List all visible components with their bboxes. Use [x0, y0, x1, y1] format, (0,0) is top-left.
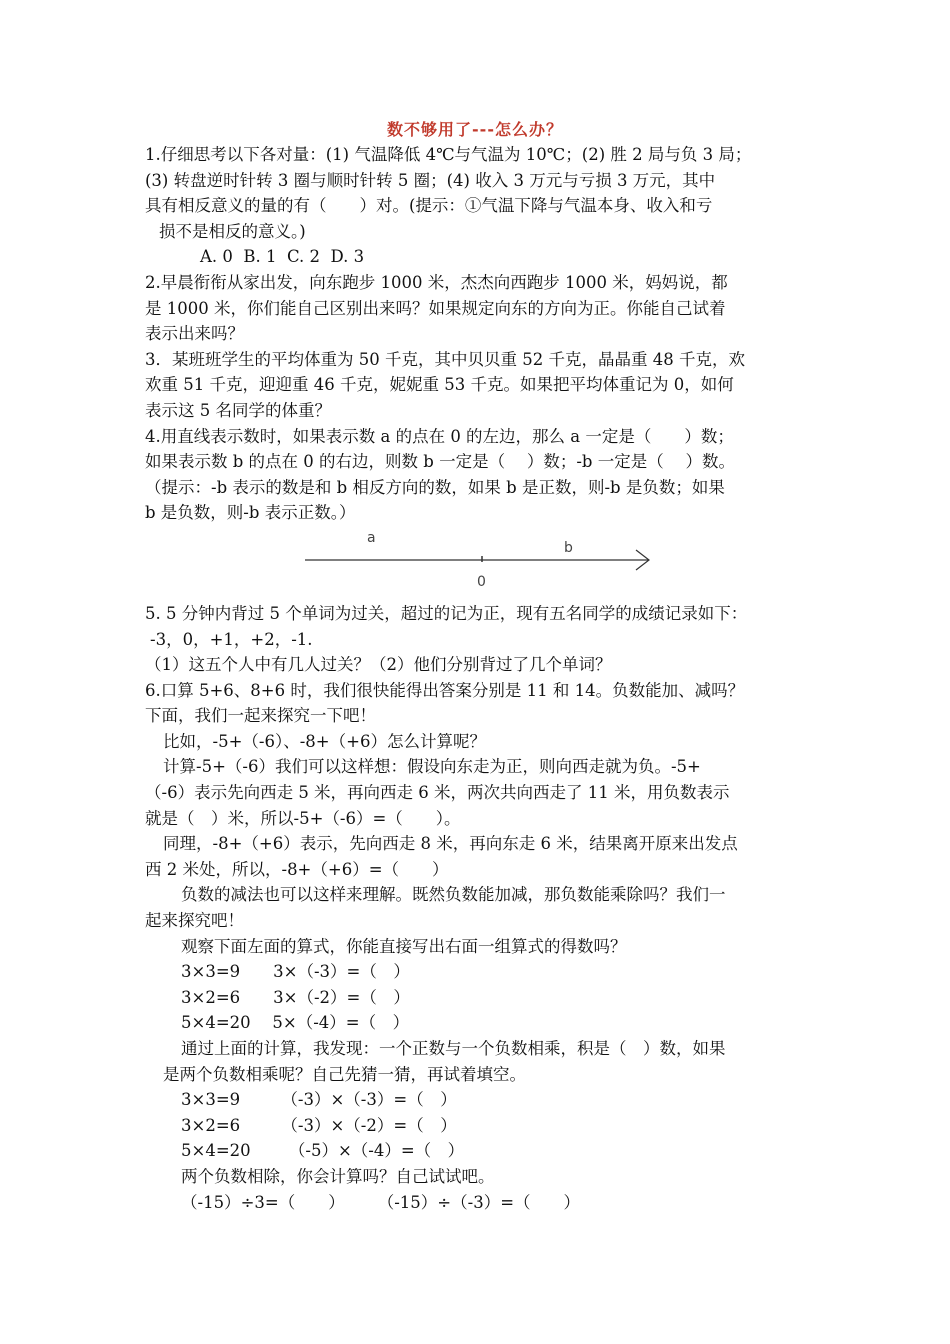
- q1-options: A. 0 B. 1 C. 2 D. 3: [200, 247, 365, 267]
- q6-line-9: 负数的减法也可以这样来理解。既然负数能加减，那负数能乘除吗？我们一: [181, 885, 726, 905]
- q1-line-1: 1.仔细思考以下各对量：(1) 气温降低 4℃与气温为 10℃；(2) 胜 2 局与负 3 局；: [145, 145, 752, 164]
- q2-line-2: 是 1000 米，你们能自己区别出来吗？如果规定向东的方向为正。你能自己试着: [145, 298, 726, 318]
- q1-line-4: 损不是相反的意义。): [159, 221, 306, 241]
- document-body: [145, 142, 810, 1215]
- q6-line-2: 下面，我们一起来探究一下吧！: [145, 706, 376, 726]
- q6-line-6: 就是（ ）米，所以-5+（-6）=（ ）。: [145, 808, 461, 828]
- q6-line-14: 两个负数相除，你会计算吗？自己试试吧。: [181, 1166, 495, 1186]
- zero-label: 0: [477, 573, 486, 590]
- point-a-label: a: [367, 529, 376, 546]
- q4-line-1: 4.用直线表示数时，如果表示数 a 的点在 0 的左边，那么 a 一定是（ ）数；: [145, 426, 734, 446]
- neg-mult-row-2: 3×2=6 （-3）×（-2）=（ ）: [181, 1115, 457, 1135]
- q2-line-3: 表示出来吗？: [145, 324, 244, 344]
- q3-line-1: 3．某班班学生的平均体重为 50 千克，其中贝贝重 52 千克，晶晶重 48 千克，欢: [145, 349, 745, 369]
- q5-line-2: -3，0，+1，+2，-1.: [150, 629, 313, 649]
- q3-line-2: 欢重 51 千克，迎迎重 46 千克，妮妮重 53 千克。如果把平均体重记为 0，如何: [145, 375, 734, 395]
- number-line-figure: [145, 526, 810, 601]
- q5-line-1: 5. 5 分钟内背过 5 个单词为过关，超过的记为正，现有五名同学的成绩记录如下：: [145, 603, 748, 623]
- q1-line-2: (3) 转盘逆时针转 3 圈与顺时针转 5 圈；(4) 收入 3 万元与亏损 3 万元，其中: [145, 170, 716, 190]
- mult-row-2: 3×2=6 3×（-2）=（ ）: [181, 987, 410, 1007]
- neg-mult-row-1: 3×3=9 （-3）×（-3）=（ ）: [181, 1090, 457, 1110]
- q6-line-3: 比如，-5+（-6）、-8+（+6）怎么计算呢？: [163, 731, 486, 751]
- neg-mult-row-3: 5×4=20 （-5）×（-4）=（ ）: [181, 1141, 465, 1161]
- q6-line-10: 起来探究吧！: [145, 911, 244, 931]
- q6-line-12: 通过上面的计算，我发现：一个正数与一个负数相乘，积是（ ）数，如果: [181, 1039, 726, 1058]
- q6-line-13: 是两个负数相乘呢？自己先猜一猜，再试着填空。: [163, 1064, 526, 1084]
- q6-line-1: 6.口算 5+6、8+6 时，我们很快能得出答案分别是 11 和 14。负数能加、减吗？: [145, 680, 745, 700]
- q6-line-7: 同理，-8+（+6）表示，先向西走 8 米，再向东走 6 米，结果离开原来出发点: [163, 834, 738, 854]
- q6-line-11: 观察下面左面的算式，你能直接写出右面一组算式的得数吗？: [181, 936, 627, 956]
- q2-line-1: 2.早晨衔衔从家出发，向东跑步 1000 米，杰杰向西跑步 1000 米，妈妈说，都: [145, 272, 728, 292]
- q6-line-4: 计算-5+（-6）我们可以这样想：假设向东走为正，则向西走就为负。-5+: [163, 757, 701, 777]
- q3-line-3: 表示这 5 名同学的体重？: [145, 400, 331, 420]
- q4-line-2: 如果表示数 b 的点在 0 的右边，则数 b 一定是（ ）数；-b 一定是（ ）数。: [145, 452, 735, 472]
- q6-line-5: （-6）表示先向西走 5 米，再向西走 6 米，两次共向西走了 11 米，用负数表示: [145, 783, 730, 803]
- mult-row-3: 5×4=20 5×（-4）=（ ）: [181, 1013, 410, 1033]
- division-row: （-15）÷3=（ ） （-15）÷（-3）=（ ）: [181, 1192, 581, 1212]
- q4-line-3: （提示：-b 表示的数是和 b 相反方向的数，如果 b 是正数，则-b 是负数；如果: [145, 477, 725, 497]
- q4-line-4: b 是负数，则-b 表示正数。）: [145, 503, 356, 523]
- point-b-label: b: [564, 539, 573, 556]
- page-title: 数不够用了---怎么办？: [387, 120, 563, 139]
- q1-line-3: 具有相反意义的量的有（ ）对。(提示：①气温下降与气温本身、收入和亏: [145, 196, 713, 216]
- q5-line-3: （1）这五个人中有几人过关？（2）他们分别背过了几个单词？: [145, 655, 612, 675]
- q6-line-8: 西 2 米处，所以，-8+（+6）=（ ）: [145, 859, 449, 879]
- mult-row-1: 3×3=9 3×（-3）=（ ）: [181, 962, 410, 982]
